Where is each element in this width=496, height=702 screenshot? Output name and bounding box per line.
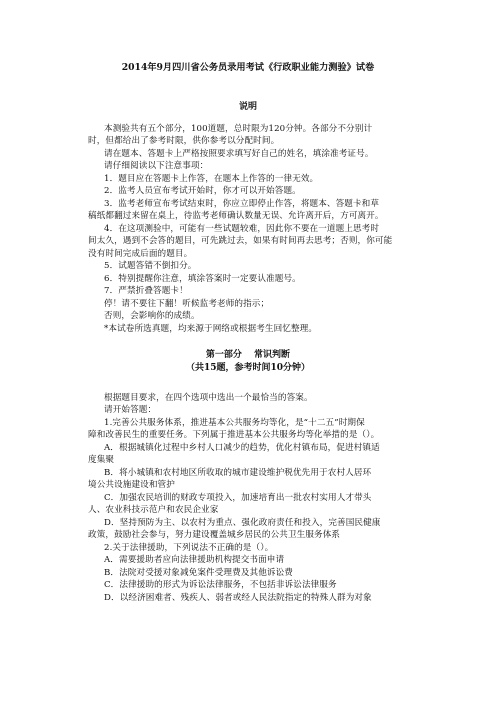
notes-line: 4．在这项测验中，可能有一些试题较难，因此你不要在一道题上思考时 <box>104 224 380 234</box>
question-line: 障和改善民生的重要任务。下列属于推进基本公共服务均等化举措的是（）。 <box>88 430 380 440</box>
notes-line: 停！请不要往下翻！听候监考老师的指示； <box>104 299 270 309</box>
notes-line: 5．试题答错不倒扣分。 <box>104 261 197 271</box>
notes-line: 2．监考人员宣布考试开始时，你才可以开始答题。 <box>104 186 301 196</box>
notes-line: 3．监考老师宣布考试结束时，你应立即停止作答，将题本、答题卡和草 <box>104 199 380 209</box>
notes-line: 否则，会影响你的成绩。 <box>104 311 200 321</box>
notes-line: 请在题本、答题卡上严格按照要求填写好自己的姓名，填涂准考证号。 <box>104 149 374 159</box>
option-line: D．以经济困难者、残疾人、弱者或经人民法院指定的特殊人群为对象 <box>104 593 372 603</box>
question-line: 1.完善公共服务体系，推进基本公共服务均等化，是“十二五”时期保 <box>104 418 365 428</box>
notes-line: 1．题目应在答题卡上作答，在题本上作答的一律无效。 <box>104 174 319 184</box>
option-line: C．加强农民培训的财政专项投入，加速培育出一批农村实用人才带头 <box>104 493 372 503</box>
option-line: D．坚持预防为主、以农村为重点、强化政府责任和投入，完善国民健康 <box>104 518 381 528</box>
notes-line: 请仔细阅读以下注意事项： <box>104 161 209 171</box>
notes-line: 本测验共有五个部分，100道题，总时限为120分钟。各部分不分别计 <box>104 124 373 134</box>
option-line: 人、农业科技示范户和农民企业家 <box>88 505 219 515</box>
part1-subheading: （共15题，参考时间10分钟） <box>185 363 311 373</box>
notes-line: 间太久，遇到不会答的题目，可先跳过去，如果有时间再去思考；否则，你可能 <box>88 236 393 246</box>
notes-line: 6．特别提醒你注意，填涂答案时一定要认准题号。 <box>104 274 301 284</box>
option-line: 境公共设施建设和管护 <box>88 480 175 490</box>
notes-heading: 说明 <box>238 102 257 112</box>
option-line: C．法律援助的形式为诉讼法律服务，不包括非诉讼法律服务 <box>104 580 337 590</box>
notes-line: 没有时间完成后面的题目。 <box>88 249 193 259</box>
part1-heading: 第一部分 常识判断 <box>205 350 291 360</box>
question-line: 根据题目要求，在四个选项中选出一个最恰当的答案。 <box>104 393 313 403</box>
option-line: 度集聚 <box>88 455 115 465</box>
option-line: B．法院对受援对象减免案件受理费及其他诉讼费 <box>104 568 293 578</box>
option-line: A．根据城镇化过程中乡村人口减少的趋势，优化村镇布局，促进村镇适 <box>104 443 380 453</box>
notes-line: 时，但都给出了参考时限，供你参考以分配时间。 <box>88 136 280 146</box>
option-line: B．将小城镇和农村地区所收取的城市建设维护税优先用于农村人居环 <box>104 468 372 478</box>
document-title: 2014年9月四川省公务员录用考试《行政职业能力测验》试卷 <box>121 62 375 73</box>
question-line: 请开始答题： <box>104 405 157 415</box>
question-line: 2.关于法律援助，下列说法不正确的是（）。 <box>104 543 274 553</box>
option-line: 政策，鼓励社会参与，努力建设覆盖城乡居民的公共卫生服务体系 <box>88 530 341 540</box>
notes-line: 7．严禁折叠答题卡！ <box>104 286 188 296</box>
notes-line: 稿纸都翻过来留在桌上，待监考老师确认数量无误、允许离开后，方可离开。 <box>88 211 384 221</box>
notes-line: *本试卷所选真题，均来源于网络或根据考生回忆整理。 <box>104 324 318 334</box>
option-line: A．需要援助者应向法律援助机构提交书面申请 <box>104 555 285 565</box>
